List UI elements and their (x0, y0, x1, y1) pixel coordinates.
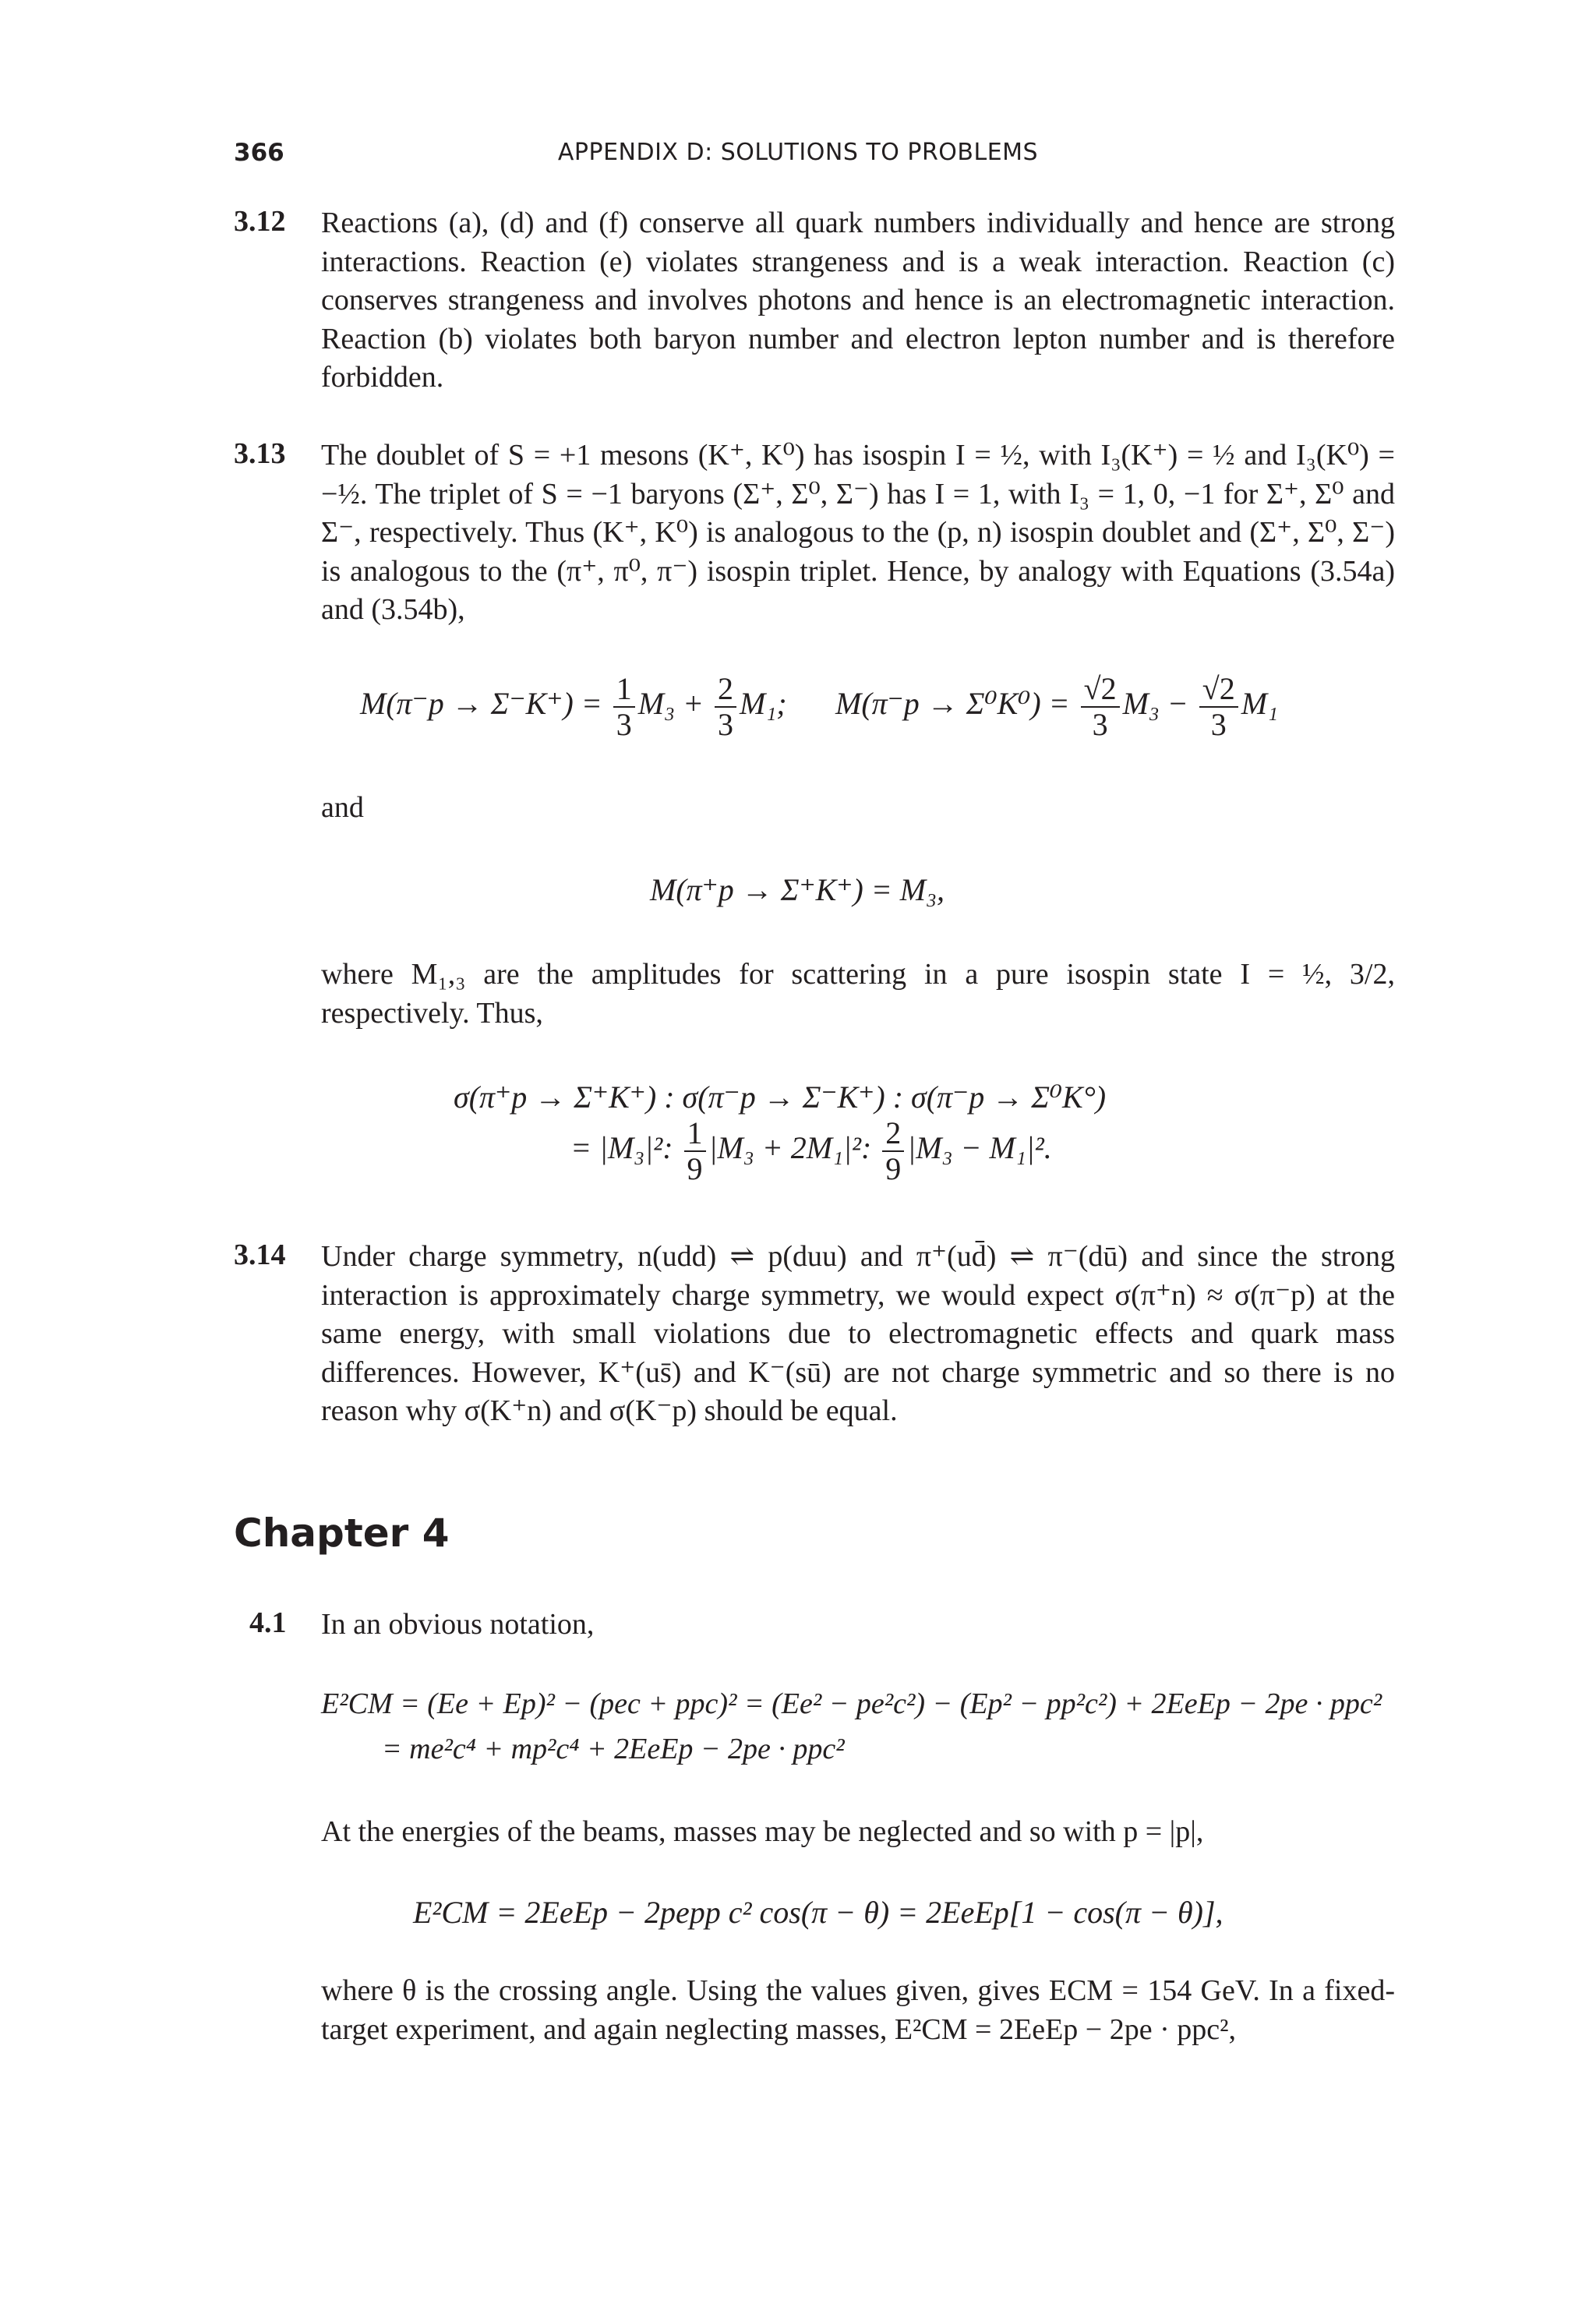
equation-part: |M₃ − M₁|². (907, 1130, 1052, 1166)
equation-text: E²CM = (Ee + Ep)² − (pec + ppc)² = (Ee² − pe²c²) − (Ep² − pp²c²) + 2EeEp − 2pe · ppc² (321, 1687, 1382, 1720)
fraction (1199, 672, 1238, 742)
problem-number-3-12: 3.12 (234, 205, 286, 238)
paragraph: In an obvious notation, (321, 1608, 595, 1641)
equation-amplitude-sigma-minus (360, 672, 787, 742)
equation-mid: M₃ + (637, 686, 704, 722)
problem-number-3-13: 3.13 (234, 437, 286, 470)
fraction-denominator: 3 (1210, 707, 1227, 742)
problem-number-3-14: 3.14 (234, 1239, 286, 1271)
running-title: APPENDIX D: SOLUTIONS TO PROBLEMS (557, 139, 1039, 166)
equation-left: M(π⁻p → Σ⁻K⁺) = (360, 686, 602, 722)
paragraph: Reactions (a), (d) and (f) conserve all quark numbers individually and hence are strong interactions. Reaction (e) violates strangeness and is a weak interaction. Reaction (c) conserves strangeness and involves photons and hence is an electromagnetic interaction. Reaction (b) violates both baryon number and electron lepton number and is therefore forbidden. (321, 207, 1395, 394)
equation-mid: M₃ − (1122, 686, 1188, 722)
problem-3-13-text (321, 436, 1395, 630)
fraction (1081, 672, 1120, 742)
equation-part: |M₃ + 2M₁|²: (708, 1130, 872, 1166)
fraction-numerator: 1 (684, 1116, 706, 1152)
equation-amplitude-sigma-zero (835, 672, 1278, 742)
fraction (684, 1116, 706, 1186)
fraction-numerator: 2 (882, 1116, 904, 1152)
fraction-denominator: 3 (1092, 707, 1108, 742)
paragraph: and (321, 791, 364, 824)
equation-text: M(π⁺p → Σ⁺K⁺) = M₃, (650, 872, 945, 907)
equation-left: M(π⁻p → Σ⁰K⁰) = (835, 686, 1070, 722)
equation-cross-section-ratio-line1 (454, 1079, 1106, 1115)
equation-cm-energy-line2 (382, 1732, 845, 1766)
fraction-numerator: √2 (1199, 672, 1238, 708)
fraction-denominator: 3 (718, 707, 733, 742)
equation-text: E²CM = 2EeEp − 2pepp c² cos(π − θ) = 2EeEp[1 − cos(π − θ)], (413, 1895, 1223, 1930)
equation-end: M₁ (1241, 686, 1278, 722)
problem-4-1-text3 (321, 1972, 1395, 2049)
equation-text: σ(π⁺p → Σ⁺K⁺) : σ(π⁻p → Σ⁻K⁺) : σ(π⁻p → Σ⁰K°) (454, 1079, 1107, 1115)
fraction-denominator: 9 (687, 1151, 703, 1186)
equation-part: = |M₃|²: (570, 1130, 673, 1166)
problem-4-1-intro (321, 1606, 1395, 1645)
paragraph: Under charge symmetry, n(udd) ⇌ p(duu) and π⁺(ud̄) ⇌ π⁻(dū) and since the strong interaction is approximately charge symmetry, we would expect σ(π⁺n) ≈ σ(π⁻p) at the same energy, with small violations due to electromagnetic effects and quark mass differences. However, K⁺(us̄) and K⁻(sū) are not charge symmetric and so there is no reason why σ(K⁺n) and σ(K⁻p) should be equal. (321, 1240, 1395, 1427)
and-word (321, 789, 1395, 828)
chapter-heading: Chapter 4 (234, 1511, 450, 1556)
problem-3-14-text (321, 1238, 1395, 1431)
problem-number-4-1: 4.1 (249, 1606, 287, 1639)
paragraph: The doublet of S = +1 mesons (K⁺, K⁰) has isospin I = ½, with I₃(K⁺) = ½ and I₃(K⁰) = −½. The triplet of S = −1 baryons (Σ⁺, Σ⁰, Σ⁻) has I = 1, with I₃ = 1, 0, −1 for Σ⁺, Σ⁰ and Σ⁻, respectively. Thus (K⁺, K⁰) is analogous to the (p, n) isospin doublet and (Σ⁺, Σ⁰, Σ⁻) is analogous to the (π⁺, π⁰, π⁻) isospin triplet. Hence, by analogy with Equations (3.54a) and (3.54b), (321, 439, 1395, 626)
where-text (321, 956, 1395, 1033)
fraction (882, 1116, 904, 1186)
paragraph: where θ is the crossing angle. Using the values given, gives ECM = 154 GeV. In a fixed-target experiment, and again neglecting masses, E²CM = 2EeEp − 2pe · ppc², (321, 1974, 1395, 2046)
fraction-denominator: 9 (885, 1151, 902, 1186)
equation-text: = me²c⁴ + mp²c⁴ + 2EeEp − 2pe · ppc² (382, 1733, 845, 1765)
problem-3-12-text (321, 204, 1395, 398)
fraction-numerator: 2 (715, 672, 736, 708)
fraction (613, 672, 635, 742)
equation-cross-section-ratio-line2 (570, 1116, 1052, 1186)
equation-end: M₁; (740, 686, 787, 722)
fraction-denominator: 3 (616, 707, 632, 742)
fraction-numerator: √2 (1081, 672, 1120, 708)
equation-amplitude-sigma-plus (650, 871, 945, 908)
paragraph: At the energies of the beams, masses may be neglected and so with p = |p|, (321, 1815, 1204, 1848)
paragraph: where M₁,₃ are the amplitudes for scattering in a pure isospin state I = ½, 3/2, respectively. Thus, (321, 958, 1395, 1030)
equation-cm-energy-line1 (321, 1687, 1382, 1721)
fraction (715, 672, 736, 742)
fraction-numerator: 1 (613, 672, 635, 708)
page-number: 366 (234, 139, 284, 167)
problem-4-1-text2 (321, 1813, 1395, 1852)
equation-cm-energy-crossing (413, 1894, 1223, 1931)
